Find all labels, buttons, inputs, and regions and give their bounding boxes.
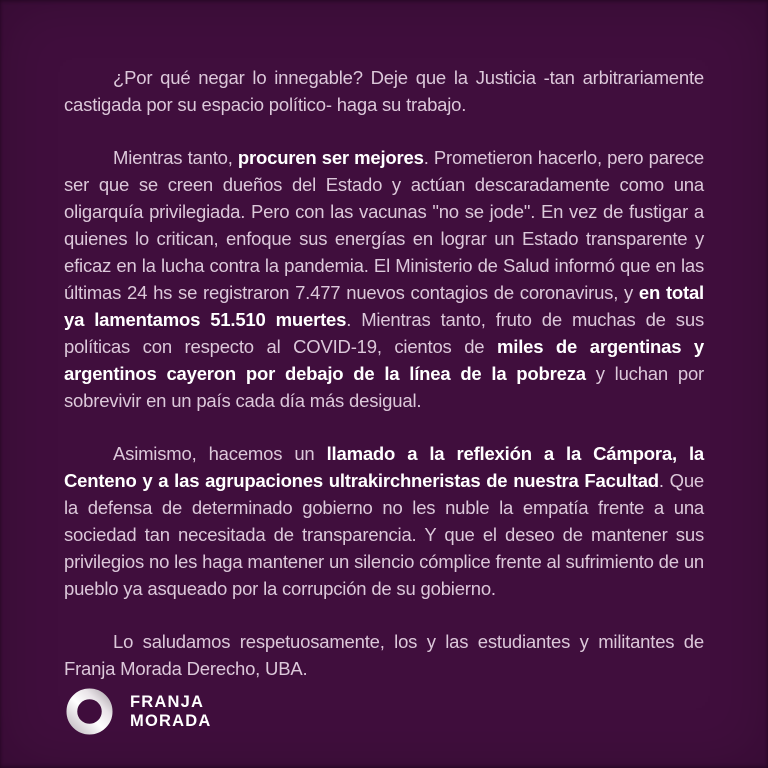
body-text: Asimismo, hacemos un bbox=[113, 443, 327, 464]
body-text: y luchan por sobrevivir en un país cada día más desigual. bbox=[64, 363, 705, 411]
body-text: ¿Por qué negar lo innegable? Deje que la Justicia -tan arbitrariamente castigada por su espacio político- haga su trabajo. bbox=[64, 67, 704, 115]
logo-line1: FRANJA bbox=[130, 692, 205, 711]
logo-wordmark bbox=[130, 693, 211, 731]
paragraph bbox=[64, 64, 704, 118]
body-text: . Mientras tanto, fruto de muchas de sus políticas con respecto al COVID-19, cientos de bbox=[64, 309, 704, 357]
body-text: . Prometieron hacerlo, pero parece ser que se creen dueños del Estado y actúan descaradamente como una oligarquía privilegiada. Pero con las vacunas "no se jode". En vez de fustigar a quienes lo critican, enfoque sus energías en lograr un Estado transparente y eficaz en la lucha contra la pandemia. El Ministerio de Salud informó que en las últimas 24 hs se registraron 7.477 nuevos contagios de coronavirus, y bbox=[64, 147, 704, 303]
paragraph bbox=[64, 144, 704, 414]
paragraphs bbox=[64, 64, 704, 682]
emphasized-text: llamado a la reflexión a la Cámpora, la Centeno y a las agrupaciones ultrakirchneristas de nuestra Facultad bbox=[64, 443, 704, 491]
emphasized-text: procuren ser mejores bbox=[237, 147, 424, 168]
body-text: Lo saludamos respetuosamente, los y las estudiantes y militantes de Franja Morada Derecho, UBA. bbox=[64, 631, 704, 679]
emphasized-text: en total ya lamentamos 51.510 muertes bbox=[64, 282, 704, 330]
paragraph bbox=[64, 440, 704, 602]
footer bbox=[66, 688, 211, 735]
paragraph bbox=[64, 628, 704, 682]
body-text: Mientras tanto, bbox=[113, 147, 238, 168]
logo-line2: MORADA bbox=[130, 711, 212, 730]
body-text: . Que la defensa de determinado gobierno no les nuble la empatía frente a una sociedad tan necesitada de transparencia. Y que el deseo de mantener sus privilegios no les haga mantener un silencio cómplice frente al sufrimiento de un pueblo ya asqueado por la corrupción de su gobierno. bbox=[64, 470, 704, 599]
franja-morada-ring-icon bbox=[66, 688, 113, 735]
emphasized-text: miles de argentinas y argentinos cayeron por debajo de la línea de la pobreza bbox=[64, 336, 704, 384]
